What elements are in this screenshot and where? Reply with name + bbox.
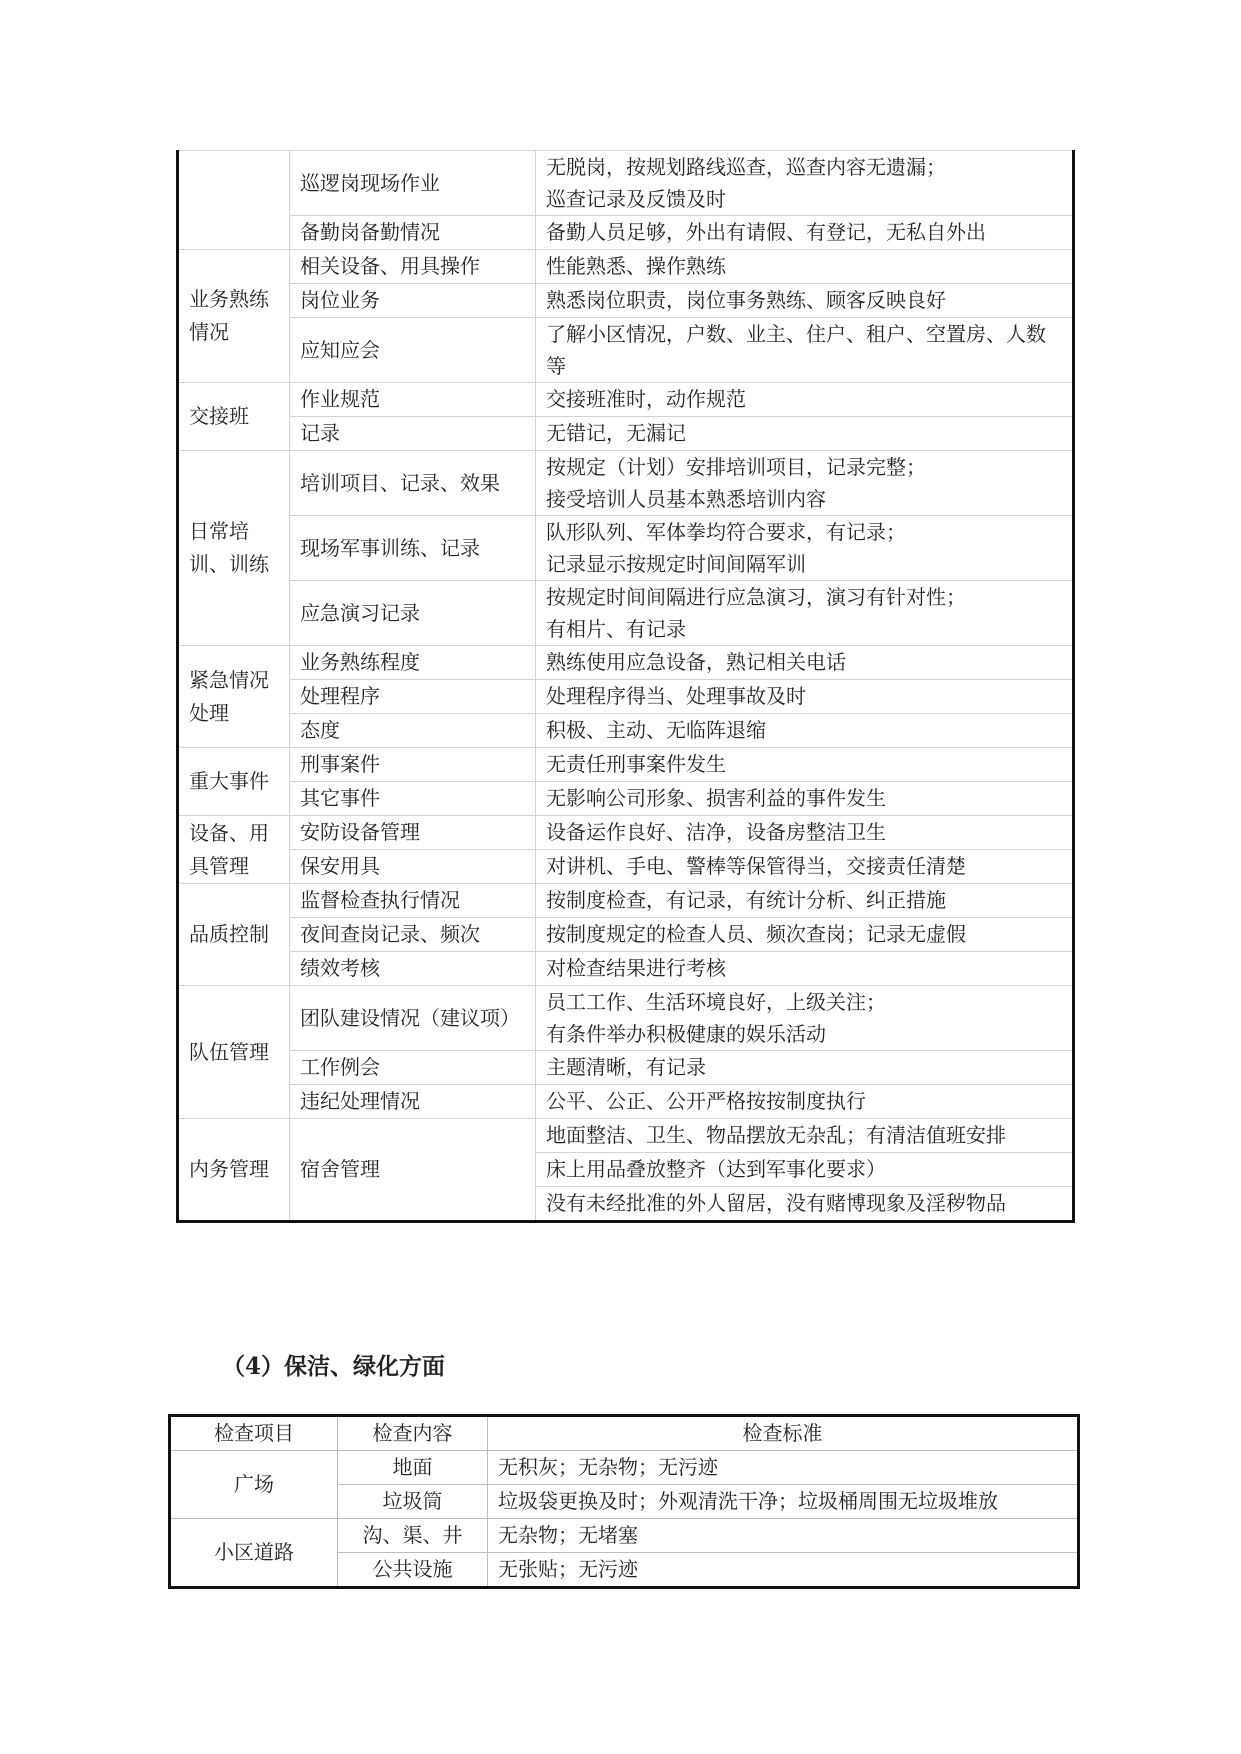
header-cell: 检查项目 [170,1416,338,1451]
item-cell: 应急演习记录 [290,581,536,646]
standard-cell: 无责任刑事案件发生 [536,748,1074,782]
header-cell: 检查标准 [488,1416,1079,1451]
category-cell: 重大事件 [178,748,290,816]
category-cell: 品质控制 [178,884,290,986]
item-cell: 相关设备、用具操作 [290,250,536,284]
standard-cell: 交接班准时，动作规范 [536,383,1074,417]
standard-cell: 无积灰；无杂物；无污迹 [488,1451,1079,1485]
category-cell: 紧急情况处理 [178,646,290,748]
standard-cell: 无错记，无漏记 [536,417,1074,451]
item-cell: 态度 [290,714,536,748]
standard-cell: 按制度检查，有记录，有统计分析、纠正措施 [536,884,1074,918]
standard-cell: 垃圾袋更换及时；外观清洗干净；垃圾桶周围无垃圾堆放 [488,1485,1079,1519]
table-row [178,748,1074,782]
standard-cell: 没有未经批准的外人留居，没有赌博现象及淫秽物品 [536,1187,1074,1222]
security-inspection-table [176,150,1075,1223]
item-cell: 应知应会 [290,318,536,383]
standard-cell: 性能熟悉、操作熟练 [536,250,1074,284]
item-cell: 现场军事训练、记录 [290,516,536,581]
table-row [178,383,1074,417]
item-cell: 安防设备管理 [290,816,536,850]
item-cell: 业务熟练程度 [290,646,536,680]
table-row [178,850,1074,884]
table-row [178,516,1074,581]
table-row [178,986,1074,1051]
table-row [178,451,1074,516]
standard-cell: 床上用品叠放整齐（达到军事化要求） [536,1153,1074,1187]
category-cell: 业务熟练情况 [178,250,290,383]
table-row [170,1519,1079,1553]
table-row [178,918,1074,952]
table-row [178,284,1074,318]
category-cell: 设备、用具管理 [178,816,290,884]
item-cell: 绩效考核 [290,952,536,986]
standard-cell: 了解小区情况，户数、业主、住户、租户、空置房、人数等 [536,318,1074,383]
category-cell: 小区道路 [170,1519,338,1588]
table-row [178,1119,1074,1153]
item-cell: 作业规范 [290,383,536,417]
standard-cell: 无脱岗，按规划路线巡查，巡查内容无遗漏； 巡查记录及反馈及时 [536,151,1074,216]
category-cell: 日常培训、训练 [178,451,290,646]
table-row [178,1051,1074,1085]
table-row [178,318,1074,383]
standard-cell: 积极、主动、无临阵退缩 [536,714,1074,748]
item-cell: 其它事件 [290,782,536,816]
table-row [178,250,1074,284]
item-cell: 地面 [338,1451,488,1485]
standard-cell: 按规定时间间隔进行应急演习，演习有针对性； 有相片、有记录 [536,581,1074,646]
standard-cell: 主题清晰，有记录 [536,1051,1074,1085]
standard-cell: 队形队列、军体拳均符合要求，有记录； 记录显示按规定时间间隔军训 [536,516,1074,581]
standard-cell: 设备运作良好、洁净，设备房整洁卫生 [536,816,1074,850]
standard-cell: 按规定（计划）安排培训项目，记录完整； 接受培训人员基本熟悉培训内容 [536,451,1074,516]
table-row [178,816,1074,850]
table-row [178,151,1074,216]
table-row [170,1451,1079,1485]
standard-cell: 熟悉岗位职责，岗位事务熟练、顾客反映良好 [536,284,1074,318]
standard-cell: 对检查结果进行考核 [536,952,1074,986]
table-row [178,782,1074,816]
category-cell: 内务管理 [178,1119,290,1222]
item-cell: 记录 [290,417,536,451]
item-cell: 培训项目、记录、效果 [290,451,536,516]
item-cell: 处理程序 [290,680,536,714]
item-cell: 公共设施 [338,1553,488,1588]
item-cell: 岗位业务 [290,284,536,318]
table-row [178,1085,1074,1119]
item-cell: 巡逻岗现场作业 [290,151,536,216]
item-cell: 备勤岗备勤情况 [290,216,536,250]
standard-cell: 对讲机、手电、警棒等保管得当，交接责任清楚 [536,850,1074,884]
standard-cell: 地面整洁、卫生、物品摆放无杂乱；有清洁值班安排 [536,1119,1074,1153]
category-cell: 广场 [170,1451,338,1519]
table-row [178,216,1074,250]
item-cell: 违纪处理情况 [290,1085,536,1119]
standard-cell: 无杂物；无堵塞 [488,1519,1079,1553]
header-cell: 检查内容 [338,1416,488,1451]
standard-cell: 无影响公司形象、损害利益的事件发生 [536,782,1074,816]
standard-cell: 备勤人员足够，外出有请假、有登记，无私自外出 [536,216,1074,250]
table-row [178,417,1074,451]
section-title: （4）保洁、绿化方面 [222,1353,446,1380]
standard-cell: 处理程序得当、处理事故及时 [536,680,1074,714]
standard-cell: 员工工作、生活环境良好，上级关注； 有条件举办积极健康的娱乐活动 [536,986,1074,1051]
table-row [178,714,1074,748]
category-cell: 队伍管理 [178,986,290,1119]
cleaning-inspection-table [168,1414,1080,1589]
standard-cell: 公平、公正、公开严格按按制度执行 [536,1085,1074,1119]
standard-cell: 无张贴；无污迹 [488,1553,1079,1588]
standard-cell: 熟练使用应急设备，熟记相关电话 [536,646,1074,680]
item-cell: 监督检查执行情况 [290,884,536,918]
item-cell: 团队建设情况（建议项） [290,986,536,1051]
table-header-row [170,1416,1079,1451]
table-row [178,646,1074,680]
item-cell: 沟、渠、井 [338,1519,488,1553]
item-cell: 刑事案件 [290,748,536,782]
item-cell: 工作例会 [290,1051,536,1085]
item-cell: 保安用具 [290,850,536,884]
standard-cell: 按制度规定的检查人员、频次查岗；记录无虚假 [536,918,1074,952]
category-cell [178,151,290,250]
category-cell: 交接班 [178,383,290,451]
item-cell: 宿舍管理 [290,1119,536,1222]
item-cell: 夜间查岗记录、频次 [290,918,536,952]
table-row [178,581,1074,646]
table-row [178,884,1074,918]
table-row [178,952,1074,986]
item-cell: 垃圾筒 [338,1485,488,1519]
table-row [178,680,1074,714]
